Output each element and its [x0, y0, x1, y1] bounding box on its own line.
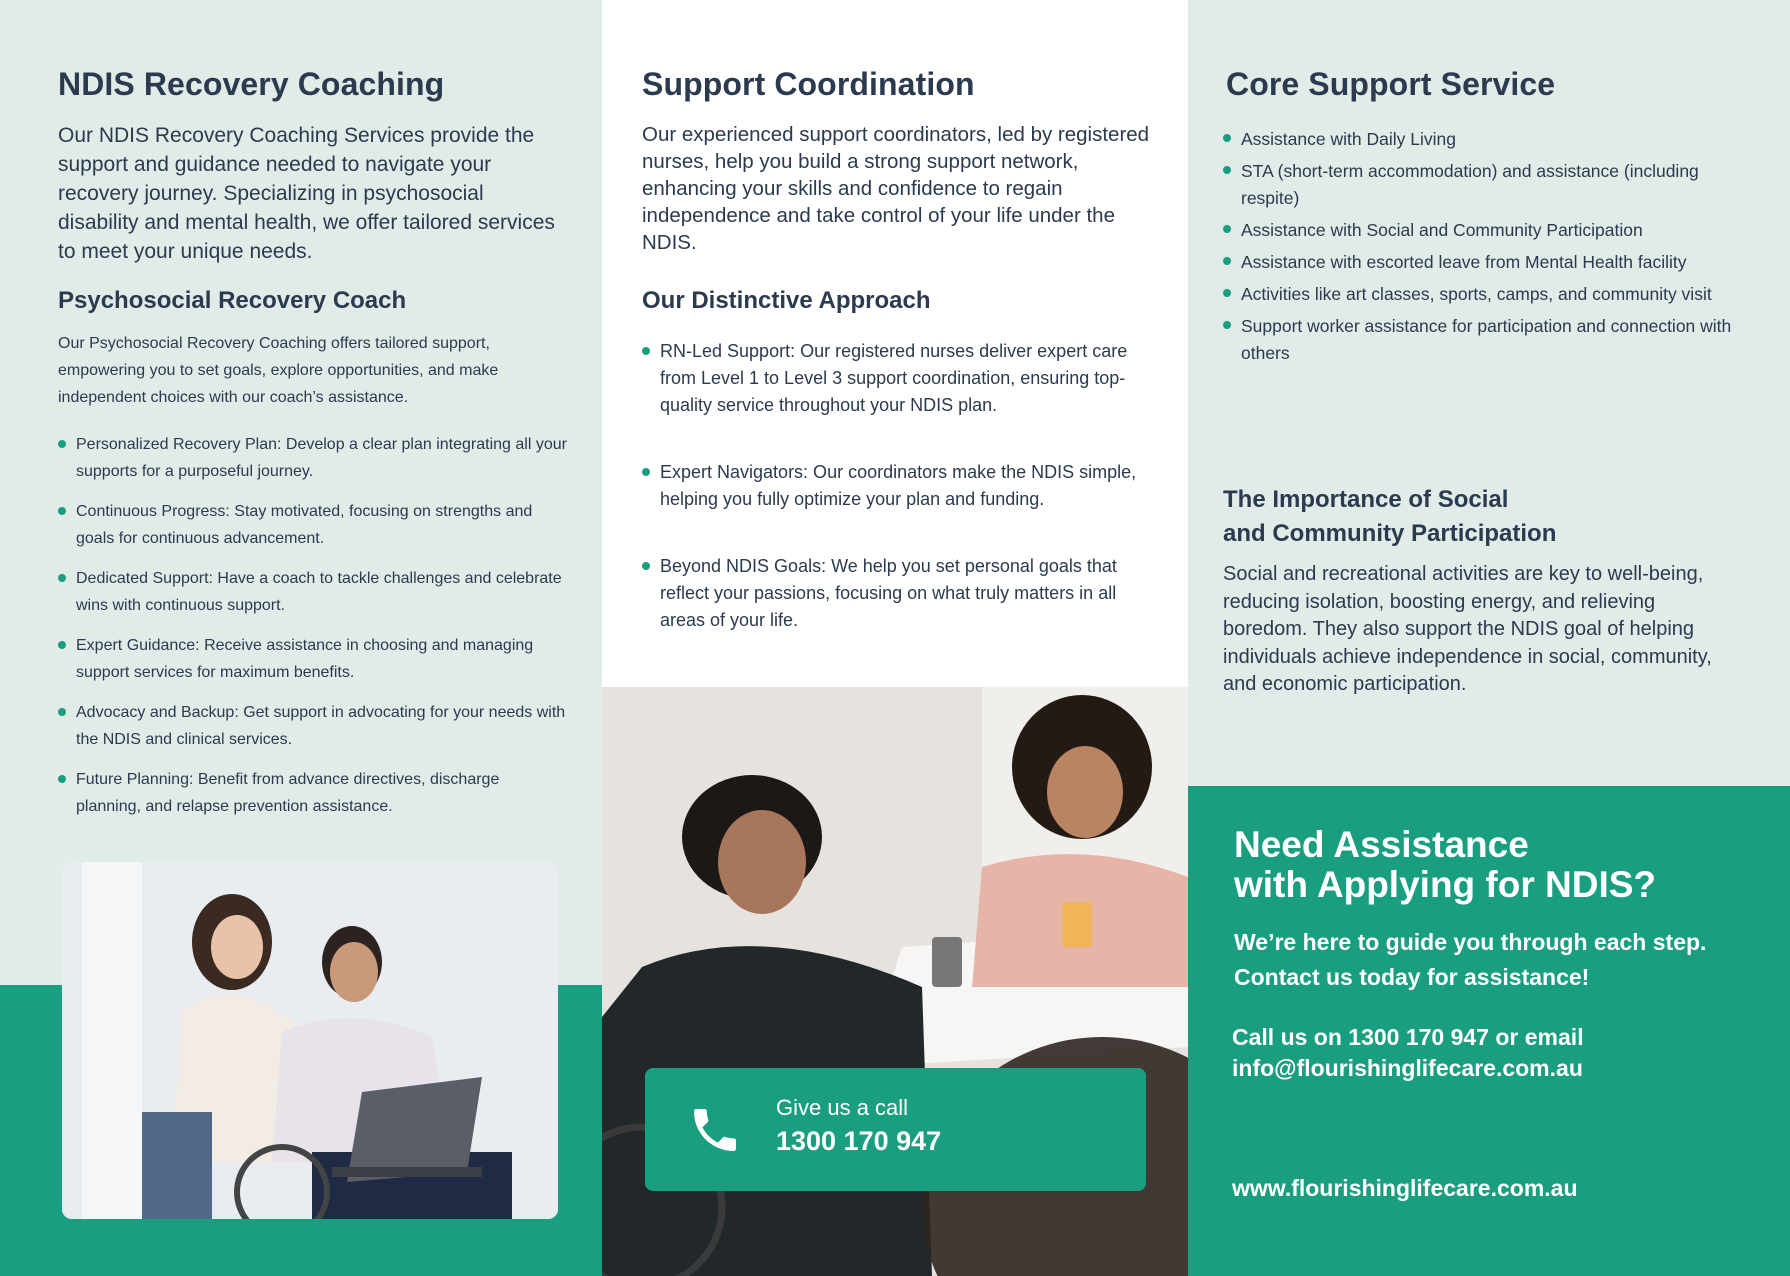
- bullet-dot-icon: [642, 468, 650, 476]
- psychosocial-coach-heading: Psychosocial Recovery Coach: [58, 287, 407, 314]
- list-item: Expert Guidance: Receive assistance in choosing and managing support services for maximum benefits.: [58, 632, 568, 686]
- call-label: Give us a call: [776, 1095, 909, 1120]
- list-item: Assistance with escorted leave from Mental Health facility: [1223, 249, 1753, 276]
- list-item: Personalized Recovery Plan: Develop a clear plan integrating all your supports for a purposeful journey.: [58, 431, 568, 485]
- contact-info: [1232, 1022, 1584, 1084]
- bullet-dot-icon: [58, 440, 66, 448]
- list-item: Beyond NDIS Goals: We help you set personal goals that reflect your passions, focusing on what truly matters in all areas of your life.: [642, 553, 1152, 634]
- list-item: Advocacy and Backup: Get support in advocating for your needs with the NDIS and clinical services.: [58, 699, 568, 753]
- recovery-coaching-intro: Our NDIS Recovery Coaching Services provide the support and guidance needed to navigate your recovery journey. Specializing in psychosocial disability and mental health, we offer tailored services to meet your unique needs.: [58, 124, 555, 263]
- bullet-dot-icon: [1223, 289, 1231, 297]
- bullet-dot-icon: [58, 574, 66, 582]
- social-participation-heading: The Importance of Social and Community Participation: [1223, 486, 1557, 547]
- core-support-title: Core Support Service: [1226, 66, 1556, 102]
- list-item: Continuous Progress: Stay motivated, focusing on strengths and goals for continuous advancement.: [58, 498, 568, 552]
- bullet-dot-icon: [1223, 321, 1231, 329]
- bullet-dot-icon: [1223, 166, 1231, 174]
- list-item: Dedicated Support: Have a coach to tackle challenges and celebrate wins with continuous support.: [58, 565, 568, 619]
- bullet-dot-icon: [58, 507, 66, 515]
- list-item: Assistance with Social and Community Participation: [1223, 217, 1753, 244]
- website-link[interactable]: www.flourishinglifecare.com.au: [1232, 1175, 1578, 1201]
- bullet-dot-icon: [1223, 225, 1231, 233]
- coaching-photo: [62, 862, 558, 1219]
- need-assistance-heading: Need Assistance with Applying for NDIS?: [1234, 824, 1657, 905]
- recovery-benefits-list: [58, 431, 568, 833]
- list-item: RN-Led Support: Our registered nurses deliver expert care from Level 1 to Level 3 support coordination, ensuring top-quality service throughout your NDIS plan.: [642, 338, 1152, 419]
- core-services-list: [1223, 126, 1753, 372]
- bullet-dot-icon: [642, 562, 650, 570]
- recovery-coaching-title: NDIS Recovery Coaching: [58, 66, 445, 102]
- list-item: Activities like art classes, sports, camps, and community visit: [1223, 281, 1753, 308]
- call-card[interactable]: [645, 1068, 1146, 1191]
- list-item: Expert Navigators: Our coordinators make the NDIS simple, helping you fully optimize your plan and funding.: [642, 459, 1152, 513]
- social-participation-text: Social and recreational activities are key to well-being, reducing isolation, boosting energy, and relieving boredom. They also support the NDIS goal of helping individuals achieve independence in social, community, and economic participation.: [1223, 563, 1712, 695]
- list-item: Support worker assistance for participation and connection with others: [1223, 313, 1753, 367]
- phone-icon: [687, 1102, 743, 1158]
- recovery-coaching-panel: [0, 0, 602, 1276]
- bullet-dot-icon: [58, 641, 66, 649]
- support-coordination-panel: [602, 0, 1188, 1276]
- bullet-dot-icon: [1223, 134, 1231, 142]
- support-coordination-intro: Our experienced support coordinators, led by registered nurses, help you build a strong support network, enhancing your skills and confidence to regain independence and take control of your life under the NDIS.: [642, 123, 1150, 254]
- list-item: STA (short-term accommodation) and assistance (including respite): [1223, 158, 1753, 212]
- call-number[interactable]: 1300 170 947: [776, 1126, 942, 1156]
- distinctive-approach-heading: Our Distinctive Approach: [642, 287, 931, 314]
- support-coordination-title: Support Coordination: [642, 66, 975, 102]
- email-link[interactable]: info@flourishinglifecare.com.au: [1232, 1055, 1583, 1081]
- psychosocial-coach-text: Our Psychosocial Recovery Coaching offers tailored support, empowering you to set goals, explore opportunities, and make independent choices with our coach’s assistance.: [58, 335, 499, 406]
- bullet-dot-icon: [1223, 257, 1231, 265]
- phone-line[interactable]: Call us on 1300 170 947 or email: [1232, 1024, 1584, 1050]
- guide-text: We’re here to guide you through each step. Contact us today for assistance!: [1234, 929, 1707, 990]
- list-item: Assistance with Daily Living: [1223, 126, 1753, 153]
- core-support-panel: [1188, 0, 1790, 1276]
- bullet-dot-icon: [642, 347, 650, 355]
- bullet-dot-icon: [58, 775, 66, 783]
- coaching-photo-illustration: [62, 862, 558, 1219]
- bullet-dot-icon: [58, 708, 66, 716]
- approach-list: [642, 338, 1152, 634]
- list-item: Future Planning: Benefit from advance directives, discharge planning, and relapse prevention assistance.: [58, 766, 568, 820]
